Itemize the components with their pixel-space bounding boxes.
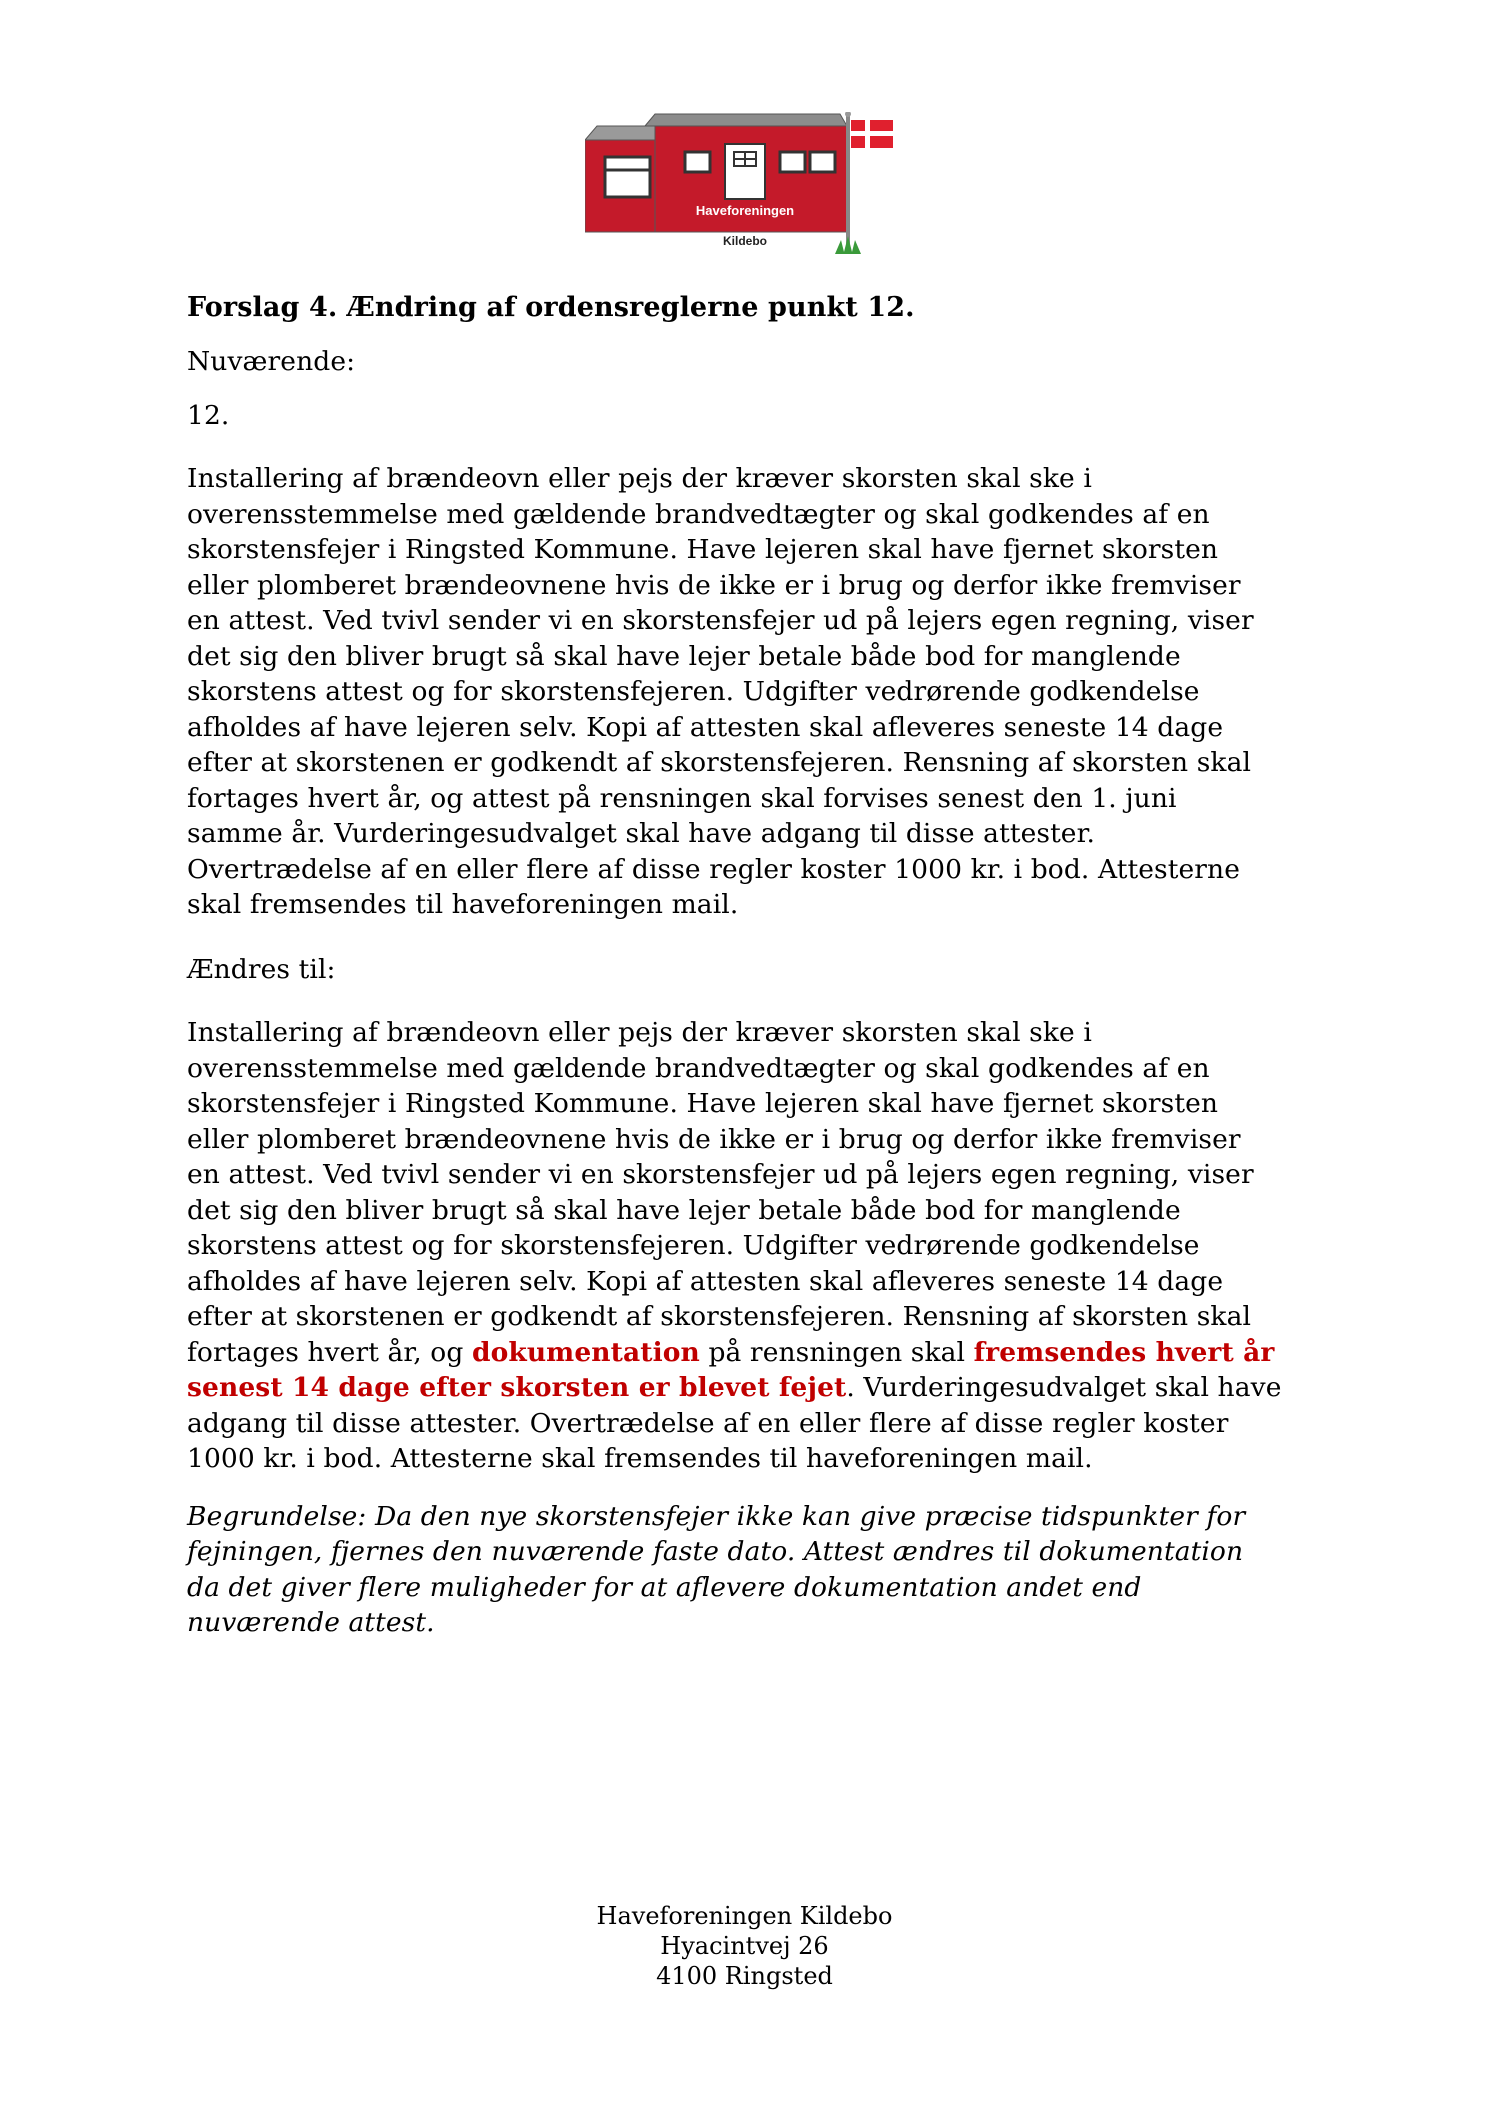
text-line: fortages hvert år, og attest på rensningen skal forvises senest den 1. juni — [187, 782, 1177, 814]
text-line: skorstensfejer i Ringsted Kommune. Have lejeren skal have fjernet skorsten — [187, 1088, 1219, 1119]
text-line: adgang til disse attester. Overtrædelse af en eller flere af disse regler koster — [187, 1407, 1229, 1439]
text-line: efter at skorstenen er godkendt af skorstensfejeren. Rensning af skorsten skal — [187, 1301, 1252, 1332]
text-line: fejningen, fjernes den nuværende faste dato. Attest ændres til dokumentation — [187, 1536, 1244, 1567]
text-line: nuværende attest. — [187, 1607, 435, 1638]
text-line: en attest. Ved tvivl sender vi en skorstensfejer ud på lejers egen regning, viser — [187, 1159, 1254, 1190]
text-line: skal fremsendes til haveforeningen mail. — [187, 889, 739, 920]
text-line-with-highlight — [187, 1370, 1357, 1406]
text-line: Installering af brændeovn eller pejs der kræver skorsten skal ske i — [187, 463, 1092, 494]
logo-text-line2: Kildebo — [723, 234, 767, 248]
text-line: eller plomberet brændeovnene hvis de ikke er i brug og derfor ikke fremviser — [187, 1123, 1241, 1155]
text-line: skorstensfejer i Ringsted Kommune. Have lejeren skal have fjernet skorsten — [187, 534, 1219, 565]
current-rule-text — [187, 461, 1357, 923]
new-rule-text — [187, 1015, 1357, 1477]
text-line: Installering af brændeovn eller pejs der kræver skorsten skal ske i — [187, 1017, 1092, 1048]
footer-org-name: Haveforeningen Kildebo — [596, 1902, 893, 1930]
text-segment: . Vurderingesudvalget skal have — [846, 1372, 1282, 1403]
text-line: Begrundelse: Da den nye skorstensfejer ikke kan give præcise tidspunkter for — [187, 1500, 1246, 1532]
text-line: samme år. Vurderingesudvalget skal have adgang til disse attester. — [187, 818, 1095, 849]
highlight-dokumentation: dokumentation — [471, 1336, 700, 1368]
text-line: efter at skorstenen er godkendt af skorstensfejeren. Rensning af skorsten skal — [187, 747, 1252, 778]
text-line: en attest. Ved tvivl sender vi en skorstensfejer ud på lejers egen regning, viser — [187, 605, 1254, 636]
text-segment: fortages hvert år, og — [187, 1336, 472, 1368]
haveforeningen-logo — [585, 112, 905, 262]
text-segment: på rensningen skal — [699, 1336, 974, 1368]
text-line: Overtrædelse af en eller flere af disse regler koster 1000 kr. i bod. Attesterne — [187, 853, 1240, 885]
text-line: det sig den bliver brugt så skal have lejer betale både bod for manglende — [187, 1194, 1181, 1226]
footer-street: Hyacintvej 26 — [660, 1932, 829, 1960]
text-line: da det giver flere muligheder for at aflevere dokumentation andet end — [187, 1571, 1142, 1603]
text-line: overensstemmelse med gældende brandvedtægter og skal godkendes af en — [187, 1052, 1210, 1084]
text-line: 1000 kr. i bod. Attesterne skal fremsendes til haveforeningen mail. — [187, 1443, 1093, 1474]
highlight-fremsendes: fremsendes hvert år — [973, 1336, 1275, 1368]
text-line: skorstens attest og for skorstensfejeren. Udgifter vedrørende godkendelse — [187, 676, 1200, 707]
text-line: eller plomberet brændeovnene hvis de ikke er i brug og derfor ikke fremviser — [187, 569, 1241, 601]
logo-text-line1: Haveforeningen — [695, 203, 795, 218]
reason-text — [187, 1499, 1357, 1641]
text-line: afholdes af have lejeren selv. Kopi af attesten skal afleveres seneste 14 dage — [187, 711, 1224, 743]
document-body — [187, 290, 1357, 1641]
text-line: overensstemmelse med gældende brandvedtægter og skal godkendes af en — [187, 498, 1210, 530]
text-line: afholdes af have lejeren selv. Kopi af attesten skal afleveres seneste 14 dage — [187, 1265, 1224, 1297]
current-label: Nuværende: — [187, 346, 356, 377]
text-line: det sig den bliver brugt så skal have lejer betale både bod for manglende — [187, 640, 1181, 672]
text-line: skorstens attest og for skorstensfejeren. Udgifter vedrørende godkendelse — [187, 1230, 1200, 1261]
text-line-with-highlight — [187, 1335, 1357, 1371]
highlight-senest-14-dage: senest 14 dage efter skorsten er blevet fejet — [187, 1372, 847, 1403]
proposal-heading: Forslag 4. Ændring af ordensreglerne punkt 12. — [187, 292, 915, 323]
changed-label: Ændres til: — [187, 953, 336, 985]
footer-address — [0, 1901, 1489, 1991]
footer-city: 4100 Ringsted — [656, 1962, 833, 1990]
current-rule-number: 12. — [187, 399, 230, 431]
